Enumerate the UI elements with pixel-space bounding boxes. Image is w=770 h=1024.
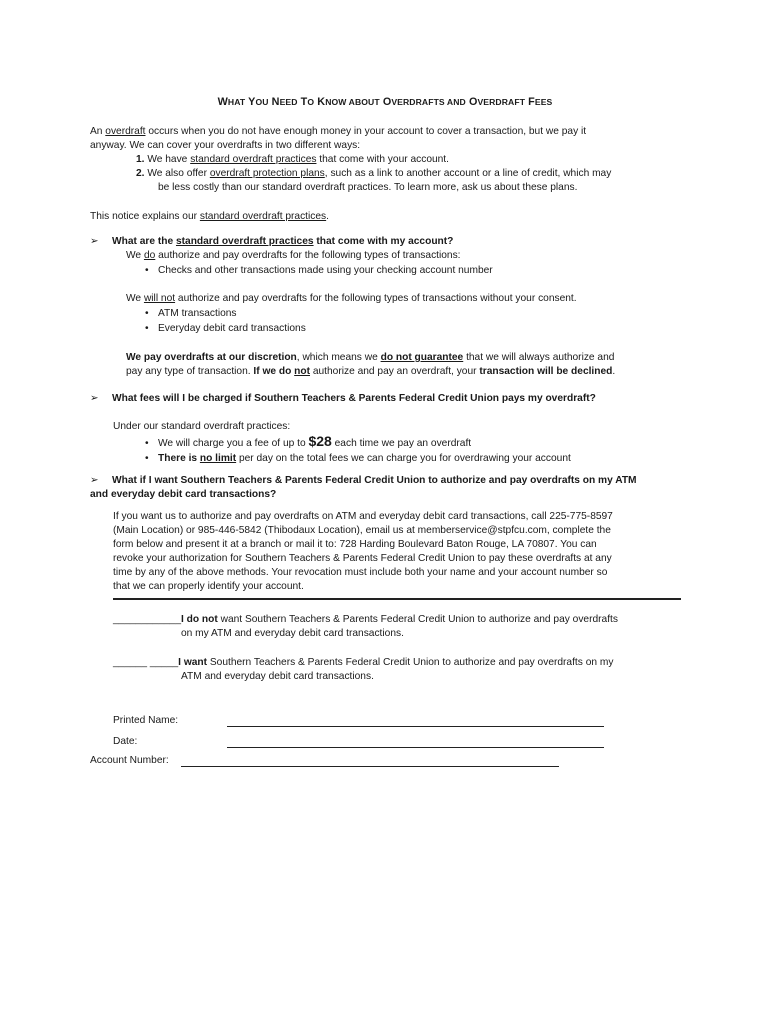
intro-item-2: 2. We also offer overdraft protection plans, such as a link to another account or a line of credit, which may <box>136 168 612 179</box>
discretion-line-2: pay any type of transaction. If we do not authorize and pay an overdraft, your transaction will be declined. <box>126 366 616 377</box>
opt-in-checkbox-blank[interactable]: ______ _____ <box>113 657 179 668</box>
bullet-dot-icon: • <box>145 438 149 449</box>
opt-in-body-line: that we can properly identify your account. <box>113 581 304 592</box>
arrow-bullet-icon: ➢ <box>90 236 99 247</box>
opt-out-line-1: ____________I do not want Southern Teachers & Parents Federal Credit Union to authorize and pay overdrafts <box>113 614 618 625</box>
intro-item-2-line-2: be less costly than our standard overdraft practices. To learn more, ask us about these plans. <box>158 182 578 193</box>
bullet-dot-icon: • <box>145 453 149 464</box>
opt-in-line-2: ATM and everyday debit card transactions. <box>181 671 374 682</box>
section-divider <box>113 598 681 600</box>
opt-in-line-1: ______ _____I want Southern Teachers & Parents Federal Credit Union to authorize and pay overdrafts on my <box>113 657 614 668</box>
page-title: WHAT YOU NEED TO KNOW ABOUT OVERDRAFTS AND OVERDRAFT FEES <box>217 96 553 108</box>
under-practices-text: Under our standard overdraft practices: <box>113 421 291 432</box>
account-number-label: Account Number: <box>90 755 169 766</box>
opt-in-body-line: If you want us to authorize and pay overdrafts on ATM and everyday debit card transactions, call 225-775-8597 <box>113 511 613 522</box>
opt-in-body-line: form below and present it at a branch or mail it to: 728 Harding Boulevard Baton Rouge, LA 70807. You can <box>113 539 597 550</box>
question-standard-practices: ➢ What are the standard overdraft practices that come with my account? <box>90 236 454 247</box>
printed-name-field[interactable] <box>227 716 604 727</box>
opt-in-body-line: (Main Location) or 985-446-5842 (Thibodaux Location), email us at memberservice@stpfcu.com, complete the <box>113 525 611 536</box>
list-item: • Everyday debit card transactions <box>145 323 306 334</box>
notice-explains: This notice explains our standard overdraft practices. <box>90 211 329 222</box>
list-item: • There is no limit per day on the total fees we can charge you for overdrawing your account <box>145 453 571 464</box>
printed-name-label: Printed Name: <box>113 715 179 726</box>
bullet-dot-icon: • <box>145 323 149 334</box>
opt-in-body-line: time by any of the above methods. Your revocation must include both your name and your account number so <box>113 567 608 578</box>
intro-line-2: anyway. We can cover your overdrafts in two different ways: <box>90 140 361 151</box>
opt-out-line-2: on my ATM and everyday debit card transactions. <box>181 628 404 639</box>
fee-amount: $28 <box>308 433 332 449</box>
discretion-line-1: We pay overdrafts at our discretion, which means we do not guarantee that we will always authorize and <box>126 352 615 363</box>
opt-out-checkbox-blank[interactable]: ____________ <box>113 614 181 625</box>
opt-in-body-line: revoke your authorization for Southern Teachers & Parents Federal Credit Union to pay these overdrafts at any <box>113 553 612 564</box>
date-label: Date: <box>113 736 138 747</box>
intro-item-1: 1. We have standard overdraft practices that come with your account. <box>136 154 449 165</box>
arrow-bullet-icon: ➢ <box>90 393 99 404</box>
question-opt-in-line-2: and everyday debit card transactions? <box>90 489 277 500</box>
do-authorize-text: We do authorize and pay overdrafts for the following types of transactions: <box>126 250 461 261</box>
bullet-dot-icon: • <box>145 308 149 319</box>
list-item: • ATM transactions <box>145 308 237 319</box>
bullet-dot-icon: • <box>145 265 149 276</box>
question-fees: ➢ What fees will I be charged if Southern Teachers & Parents Federal Credit Union pays my overdraft? <box>90 393 596 404</box>
account-number-field[interactable] <box>181 756 559 767</box>
will-not-authorize-text: We will not authorize and pay overdrafts for the following types of transactions without your consent. <box>126 293 577 304</box>
list-item: • We will charge you a fee of up to $28 each time we pay an overdraft <box>145 433 472 449</box>
overdraft-term: overdraft <box>105 126 146 137</box>
question-opt-in-line-1: ➢ What if I want Southern Teachers & Parents Federal Credit Union to authorize and pay overdrafts on my ATM <box>90 475 637 486</box>
list-item: • Checks and other transactions made using your checking account number <box>145 265 493 276</box>
arrow-bullet-icon: ➢ <box>90 475 99 486</box>
date-field[interactable] <box>227 737 604 748</box>
intro-line-1: An overdraft occurs when you do not have enough money in your account to cover a transaction, but we pay it <box>90 126 587 137</box>
